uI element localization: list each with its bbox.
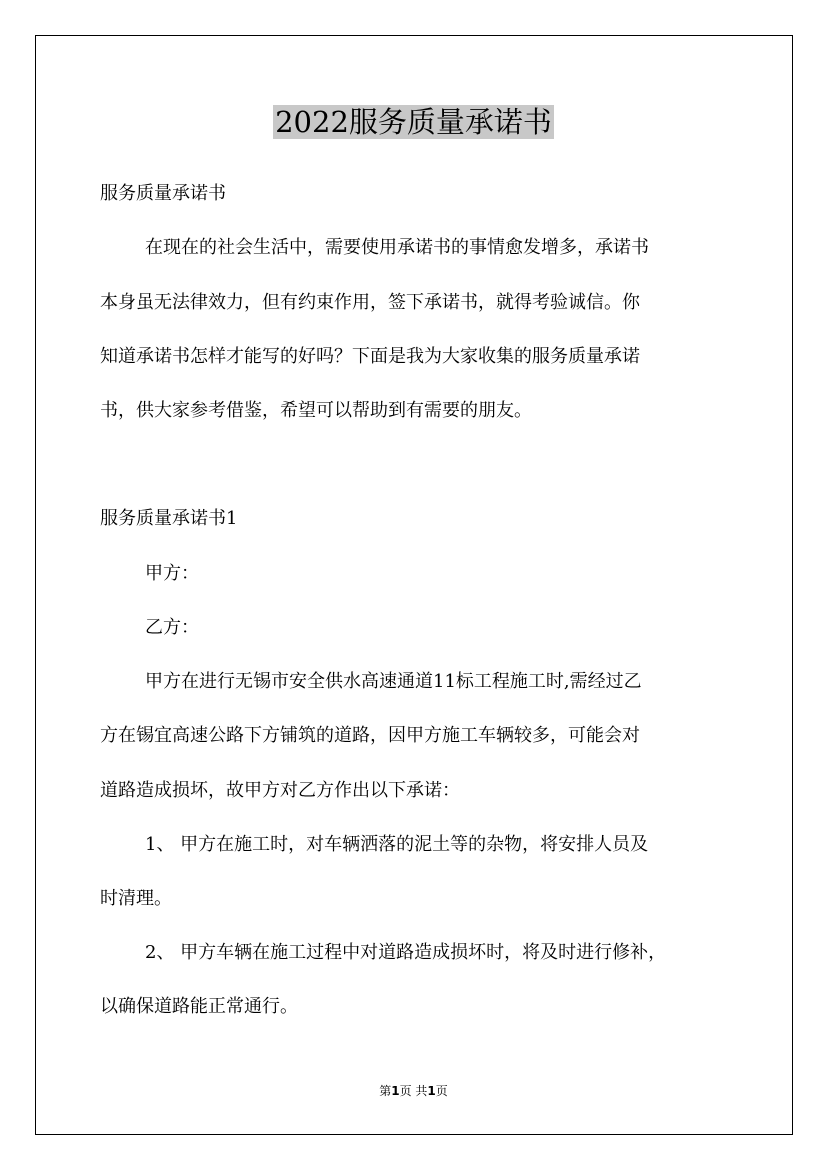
page-total-number: 1 — [427, 1084, 436, 1098]
party-a-label: 甲方： — [145, 563, 199, 584]
page-footer — [0, 1083, 827, 1099]
paragraph-line: 方在锡宜高速公路下方铺筑的道路，因甲方施工车辆较多，可能会对 — [100, 725, 640, 746]
numbered-item-line: 时清理。 — [100, 888, 172, 909]
paragraph-line: 知道承诺书怎样才能写的好吗？下面是我为大家收集的服务质量承诺 — [100, 346, 640, 367]
document-title — [0, 102, 827, 142]
numbered-item-line: 2、 甲方车辆在施工过程中对道路造成损坏时，将及时进行修补， — [145, 942, 667, 963]
paragraph-line: 本身虽无法律效力，但有约束作用，签下承诺书，就得考验诚信。你 — [100, 292, 640, 313]
page-mid: 页 共 — [399, 1084, 428, 1098]
section-heading: 服务质量承诺书 — [100, 183, 226, 204]
paragraph-line: 道路造成损坏，故甲方对乙方作出以下承诺： — [100, 780, 460, 801]
document-title-text: 2022服务质量承诺书 — [275, 105, 552, 139]
page-suffix: 页 — [435, 1084, 448, 1098]
paragraph-line: 在现在的社会生活中，需要使用承诺书的事情愈发增多，承诺书 — [145, 237, 649, 258]
page-prefix: 第 — [379, 1084, 392, 1098]
numbered-item-line: 以确保道路能正常通行。 — [100, 996, 298, 1017]
party-b-label: 乙方： — [145, 617, 199, 638]
numbered-item-line: 1、 甲方在施工时，对车辆洒落的泥土等的杂物，将安排人员及 — [145, 834, 649, 855]
page-current-number: 1 — [391, 1084, 400, 1098]
section-heading: 服务质量承诺书1 — [100, 508, 238, 529]
paragraph-line: 书，供大家参考借鉴，希望可以帮助到有需要的朋友。 — [100, 400, 532, 421]
paragraph-line: 甲方在进行无锡市安全供水高速通道11标工程施工时,需经过乙 — [145, 671, 642, 692]
